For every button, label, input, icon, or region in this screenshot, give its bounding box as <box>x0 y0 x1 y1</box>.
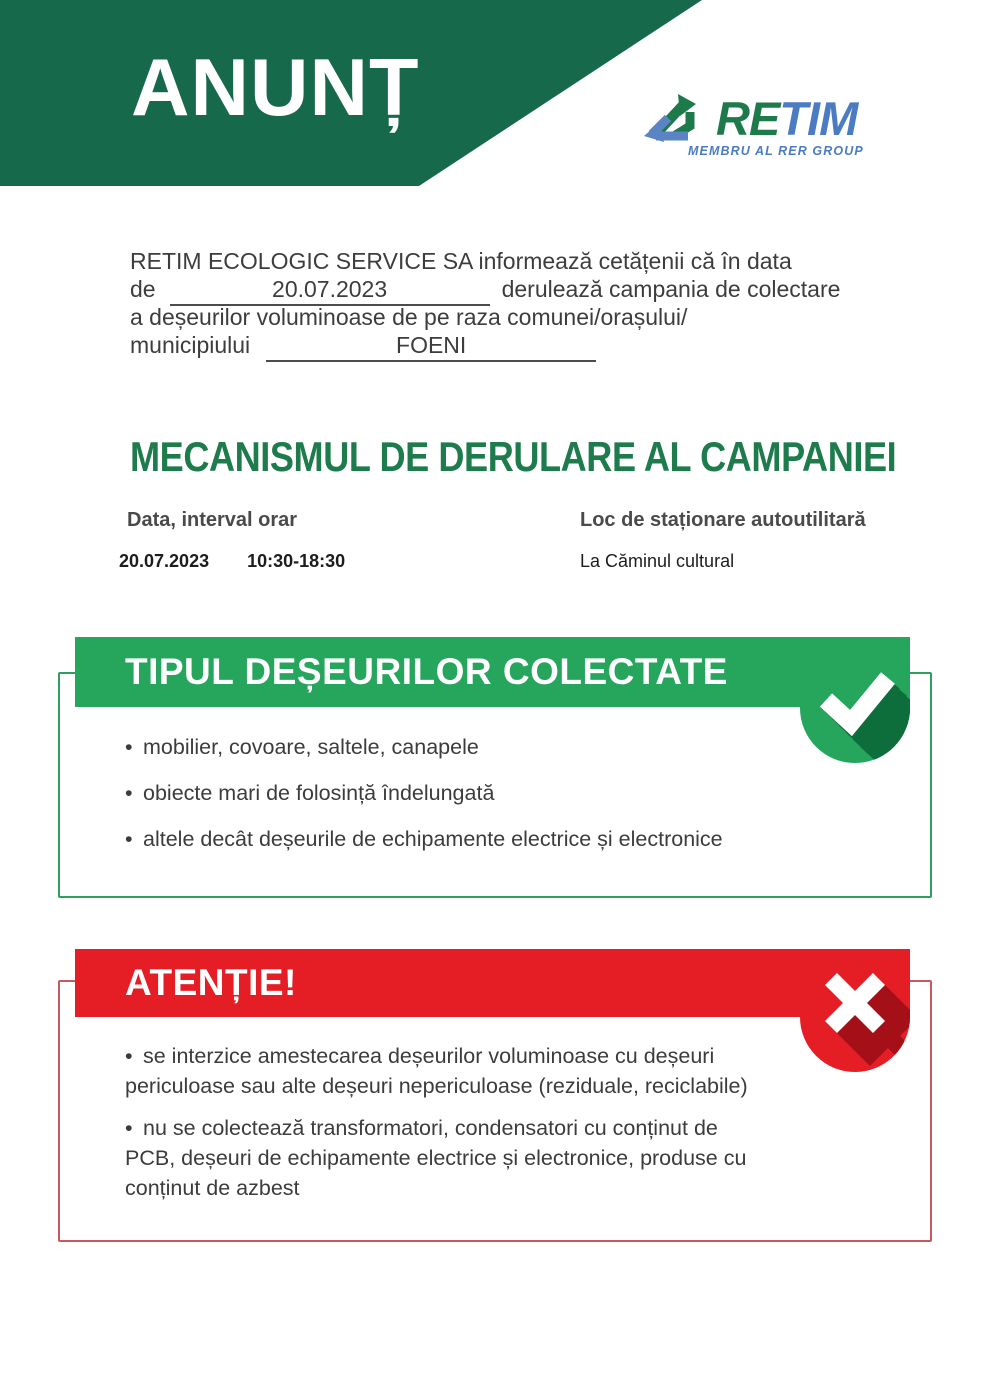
attention-line <box>125 1146 746 1171</box>
attention-line-text: periculoase sau alte deșeuri nepericuloase (reziduale, reciclabile) <box>125 1074 748 1098</box>
checkmark-icon <box>800 637 910 763</box>
collected-title: TIPUL DEȘEURILOR COLECTATE <box>125 651 728 692</box>
collected-item-text: obiecte mari de folosință îndelungată <box>143 781 495 805</box>
bullet-icon: • <box>125 827 133 851</box>
x-icon <box>800 949 910 1072</box>
x-badge <box>800 949 910 1072</box>
intro-line-2-suffix: derulează campania de colectare <box>501 276 841 302</box>
intro-line-3: a deșeurilor voluminoase de pe raza comunei/orașului/ <box>130 304 688 330</box>
collected-item-text: mobilier, covoare, saltele, canapele <box>143 735 479 759</box>
collected-item <box>125 827 723 852</box>
bullet-icon: • <box>125 1116 133 1140</box>
attention-line-text: se interzice amestecarea deșeurilor voluminoase cu deșeuri <box>143 1044 715 1068</box>
city-blank-field: FOENI <box>266 331 596 362</box>
intro-line-4-prefix: municipiului <box>130 332 251 358</box>
collected-item <box>125 781 494 806</box>
intro-line-4 <box>130 331 596 362</box>
brand-wordmark <box>716 92 858 145</box>
attention-line <box>125 1074 748 1099</box>
collected-item <box>125 735 479 760</box>
recycle-arrows-icon <box>644 92 716 142</box>
attention-line-text: PCB, deșeuri de echipamente electrice și electronice, produse cu <box>125 1146 747 1170</box>
station-location-value: La Căminul cultural <box>580 551 735 571</box>
bullet-icon: • <box>125 781 133 805</box>
collected-item-text: altele decât deșeurile de echipamente electrice și electronice <box>143 827 723 851</box>
date-blank-field: 20.07.2023 <box>170 275 490 306</box>
attention-line-text: nu se colectează transformatori, condensatori cu conținut de <box>143 1116 718 1140</box>
attention-line <box>125 1116 718 1141</box>
date-interval-value <box>119 551 345 572</box>
attention-line <box>125 1176 300 1201</box>
station-location-label: Loc de staționare autoutilitară <box>580 509 866 531</box>
page-title: ANUNȚ <box>131 43 420 133</box>
campaign-date: 20.07.2023 <box>119 551 210 571</box>
attention-line-text: conținut de azbest <box>125 1176 300 1200</box>
date-interval-label: Data, interval orar <box>127 509 298 531</box>
brand-re: RE <box>716 92 780 145</box>
brand-tim: TIM <box>779 92 858 145</box>
bullet-icon: • <box>125 1044 133 1068</box>
bullet-icon: • <box>125 735 133 759</box>
brand-logo <box>644 92 894 164</box>
check-badge <box>800 637 910 763</box>
collected-banner <box>75 637 910 707</box>
brand-subtitle: MEMBRU AL RER GROUP <box>688 144 864 158</box>
intro-line-2-prefix: de <box>130 276 156 302</box>
attention-banner <box>75 949 910 1017</box>
brand-row <box>644 92 858 145</box>
attention-line <box>125 1044 714 1069</box>
attention-title: ATENȚIE! <box>125 962 297 1003</box>
campaign-hours: 10:30-18:30 <box>247 551 346 571</box>
section-title-mechanism: MECANISMUL DE DERULARE AL CAMPANIEI <box>130 433 897 480</box>
intro-line-1: RETIM ECOLOGIC SERVICE SA informează cetățenii că în data <box>130 248 792 274</box>
intro-line-2 <box>130 275 840 306</box>
